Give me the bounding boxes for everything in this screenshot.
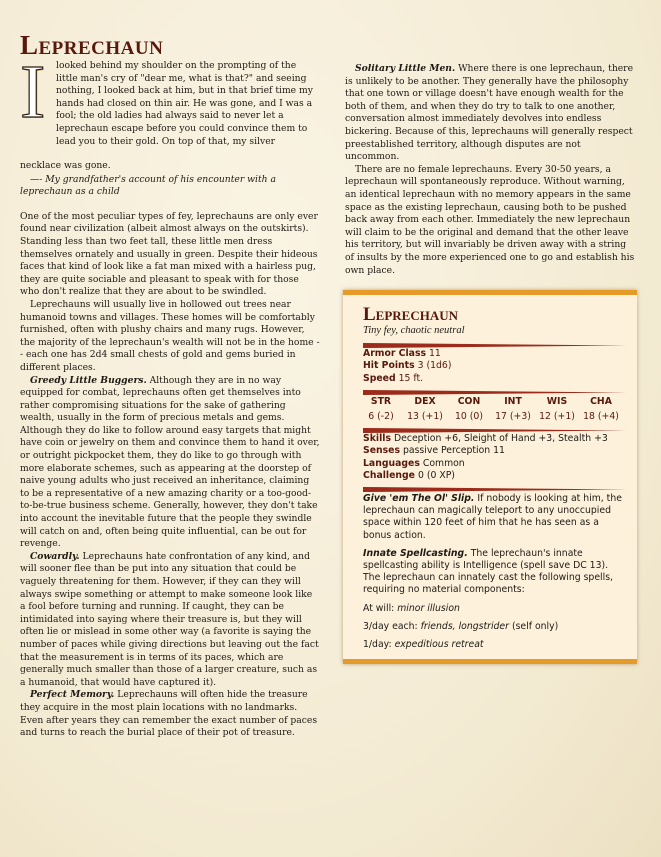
spell-1-day: 1/day: expeditious retreat [363,639,484,651]
ability-con: CON 10 (0) [455,395,483,423]
senses: Senses passive Perception 11 [363,445,505,457]
challenge: Challenge 0 (0 XP) [363,469,455,481]
section-solitary [345,63,635,164]
section-text: Leprechauns hate confrontation of any kind, and will sooner flee than be put into any situation that could be vaguely threatening for them. However, if they can they will always swipe something or attempt to make someone look like a fool before turning and running. If caught, they can be intimidated into saying where their treasure is, but they will often lie or mislead in some other way (a favorite is saying the number of paces while giving directions but leaving out the fact that the measurement is in terms of its paces, which are generally much smaller than those of a larger creature, such as a humanoid, that would have captured it). [20,550,319,688]
section-memory [20,689,320,739]
section-text: Although they are in no way equipped for combat, leprechauns often get themselves into rather compromising situations for the sake of gathering wealth, usually in the form of precious metals and gems. Although they do like to follow around easy targets that might have coin or jewelry on them and convince them to hand it over, or outright pickpocket them, they do like to go through with more elaborate schemes, such as appearing at the doorstep of naive young adults who just received an inheritance, claiming to be a representative of a new amazing charity or a too-good-to-be-true business scheme. Generally, however, they don't take into account the inevitable future that the people they swindle will catch on and, often being quite influential, can be out for revenge. [20,374,320,550]
spell-at-will: At will: minor illusion [363,602,460,614]
section-text: Leprechauns will often hide the treasure they acquire in the most plain locations with no landmarks. Even after years they can remember the exact number of paces and turns to reach the burial place of their pot of treasure. [20,689,318,739]
ability-cha: CHA 18 (+4) [583,395,619,423]
intro-quote [20,50,320,160]
section-heading: Cowardly. [30,550,80,562]
section-text: Where there is one leprechaun, there is unlikely to be another. They generally have the philosophy that one town or village doesn't have enough wealth for the both of them, and when they do try to talk to one another, conversation almost immediately devolves into endless bickering. Because of this, leprechauns will generally respect preestablished territory, although disputes are not uncommon. [345,63,634,163]
reproduction-paragraph: There are no female leprechauns. Every 30-50 years, a leprechaun will spontaneously reproduce. Without warning, an identical leprechaun with no memory appears in the same space as the existing leprechaun, causing both to be pushed back away from each other. Immediately the new leprechaun will claim to be the original and demand that the other leave his territory, but will invariably be driven away with a string of insults by the more experienced one to go and establish his own place. [345,163,635,276]
ability-str: STR 6 (-2) [368,395,394,423]
skills: Skills Deception +6, Sleight of Hand +3, Stealth +3 [363,433,608,445]
section-cowardly [20,551,320,690]
quote-attribution: —- My grandfather's account of his encounter with a leprechaun as a child [20,173,276,198]
quote-text-end: necklace was gone. [20,160,111,171]
drop-cap: I [20,50,46,134]
ability-scores [363,396,619,423]
trait-slip: Give 'em The Ol' Slip. If nobody is looking at him, the leprechaun can magically teleport to any unoccupied space within 120 feet of him that he has seen as a bonus action. [363,493,622,541]
speed: Speed 15 ft. [363,372,424,384]
hit-points: Hit Points 3 (1d6) [363,360,452,372]
homes-paragraph: Leprechauns will usually live in hollowed out trees near humanoid towns and villages. These homes will be comfortably furnished, often with plushy chairs and many rugs. However, the majority of the leprechaun's wealth will not be in the home -- each one has 2d4 small chests of gold and gems buried in different places. [20,298,320,373]
stat-block-name: Leprechaun [363,304,459,325]
section-heading: Greedy Little Buggers. [30,374,147,386]
stat-block [343,290,637,664]
languages: Languages Common [363,457,465,469]
trait-spellcasting: Innate Spellcasting. The leprechaun's innate spellcasting ability is Intelligence (spell save DC 13). The leprechaun can innately cast the following spells, requiring no material components: [363,547,613,596]
ability-dex: DEX 13 (+1) [407,395,443,423]
quote-text: looked behind my shoulder on the prompting of the little man's cry of "dear me, what is that?" and seeing nothing, I looked back at him, but in that brief time my hands had closed on thin air. He was gone, and I was a fool; the old ladies had always said to never let a leprechaun escape before you could convince them to lead you to their gold. On top of that, my silver [56,60,313,147]
right-column [345,63,635,277]
section-heading: Perfect Memory. [30,689,115,701]
armor-class: Armor Class 11 [363,348,441,360]
ability-int: INT 17 (+3) [495,395,531,423]
section-heading: Solitary Little Men. [355,63,456,74]
intro-paragraph: One of the most peculiar types of fey, leprechauns are only ever found near civilization (albeit almost always on the outskirts). Standing less than two feet tall, these little men dress themselves ornately and usually in green. Despite their hideous faces that kind of look like a fat man mixed with a hairless pug, they are quite sociable and pleasant to speak with for those who don't realize that they are about to be swindled. [20,210,318,298]
page-title: Leprechaun [20,30,164,60]
spell-3-day: 3/day each: friends, longstrider (self only) [363,620,559,632]
section-greedy [20,375,320,551]
left-column [20,50,320,740]
stat-block-type: Tiny fey, chaotic neutral [363,325,465,336]
ability-wis: WIS 12 (+1) [539,395,575,423]
